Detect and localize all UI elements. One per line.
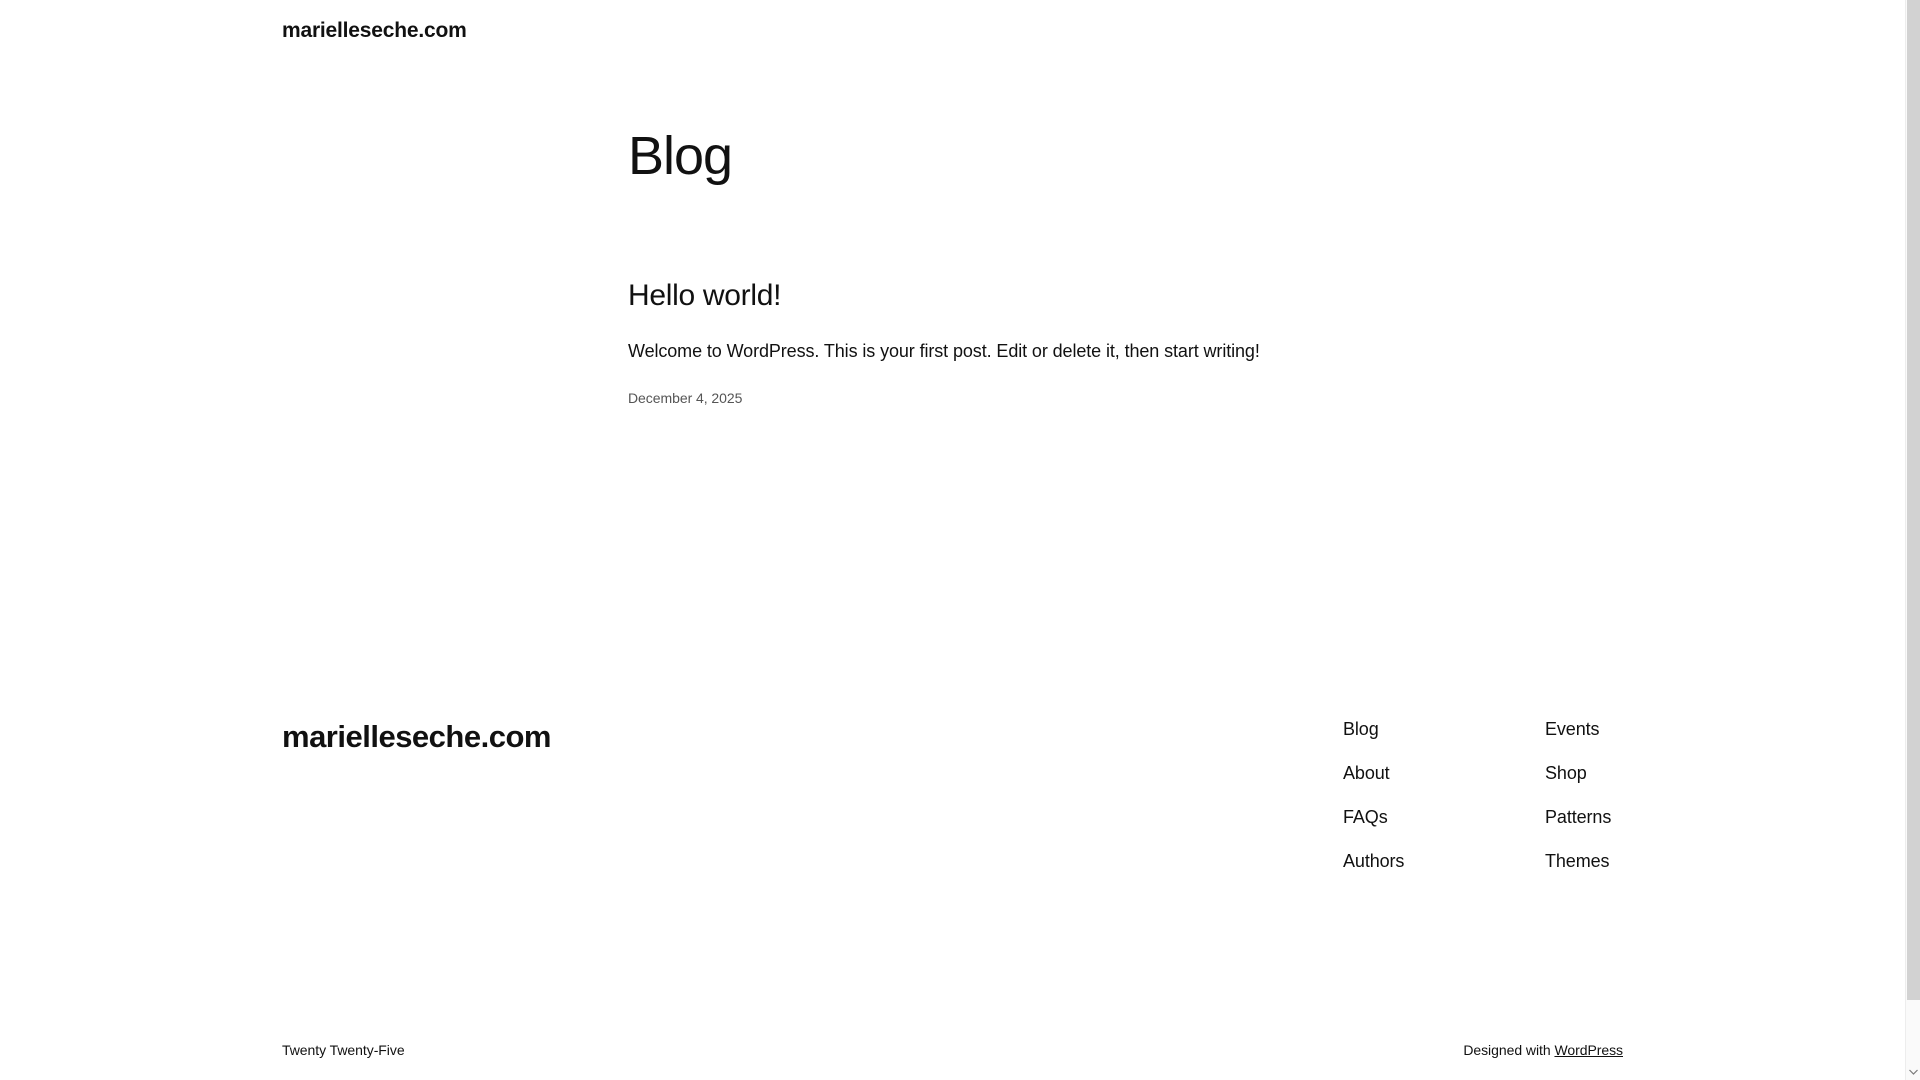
footer-link-authors[interactable]: Authors — [1343, 851, 1405, 871]
footer-link-about[interactable]: About — [1343, 763, 1390, 783]
footer-navigation — [1343, 720, 1747, 896]
footer-link-patterns[interactable]: Patterns — [1545, 807, 1612, 827]
post-date: December 4, 2025 — [628, 390, 743, 406]
footer-brand[interactable]: marielleseche.com — [282, 719, 551, 754]
chevron-down-icon[interactable] — [1906, 1064, 1920, 1080]
post-item — [628, 278, 1528, 406]
vertical-scrollbar[interactable] — [1905, 0, 1920, 1080]
scrollbar-thumb[interactable] — [1907, 0, 1920, 1000]
footer-credit-prefix: Designed with — [1463, 1042, 1555, 1058]
footer-nav-column-1 — [1343, 720, 1545, 896]
footer-link-shop[interactable]: Shop — [1545, 763, 1587, 783]
post-excerpt: Welcome to WordPress. This is your first post. Edit or delete it, then start writing! — [628, 341, 1260, 361]
footer-link-themes[interactable]: Themes — [1545, 851, 1610, 871]
footer-credit-link[interactable]: WordPress — [1554, 1042, 1623, 1058]
footer-nav-column-2 — [1545, 720, 1747, 896]
site-title-link[interactable]: marielleseche.com — [282, 19, 467, 42]
footer-link-blog[interactable]: Blog — [1343, 719, 1379, 739]
footer-credit — [1463, 1042, 1623, 1058]
site-header — [282, 18, 467, 43]
footer-link-faqs[interactable]: FAQs — [1343, 807, 1388, 827]
page-title: Blog — [628, 126, 733, 186]
post-title[interactable]: Hello world! — [628, 279, 782, 312]
footer-theme-name: Twenty Twenty-Five — [282, 1042, 405, 1058]
footer-link-events[interactable]: Events — [1545, 719, 1600, 739]
site-footer — [0, 718, 1905, 1080]
footer-bottom-bar — [0, 1020, 1905, 1080]
